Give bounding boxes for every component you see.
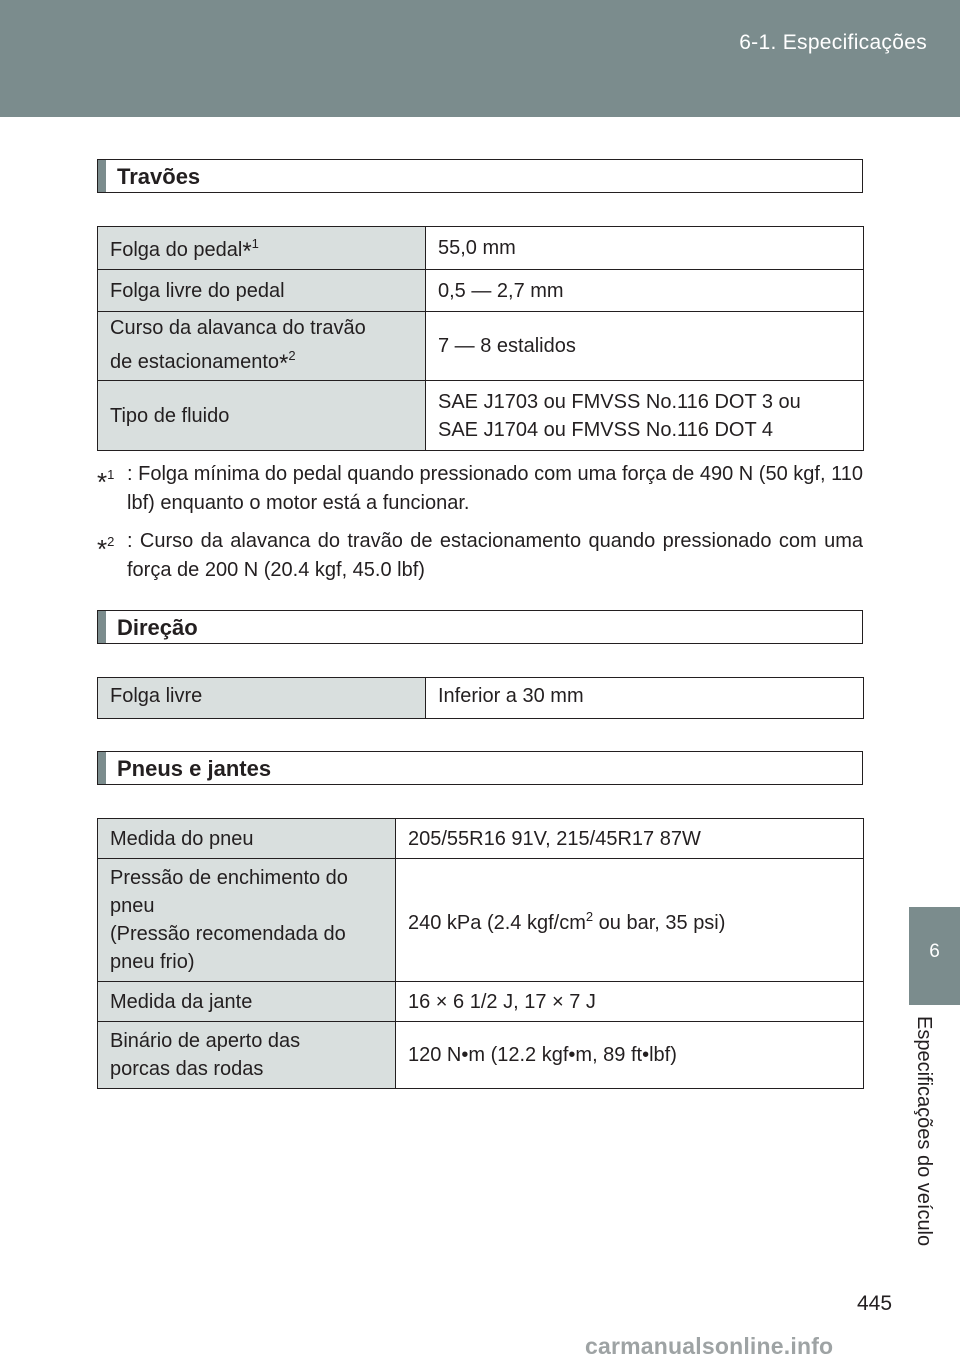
table-row [98,678,864,719]
spec-label: Tipo de fluido [98,381,426,451]
table-row [98,270,864,312]
section-title: Travões [117,164,201,189]
spec-label: Folga livre [98,678,426,719]
spec-value: 7 — 8 estalidos [426,312,864,381]
table-row [98,312,864,381]
footer-watermark: carmanualsonline.info [585,1333,834,1359]
spec-label: Folga livre do pedal [98,270,426,312]
spec-label: Medida do pneu [98,819,396,859]
section-title: Direção [117,615,198,640]
section-accent [98,611,106,643]
spec-label: Medida da jante [98,982,396,1022]
footnote-marker: *$^2$ [97,534,115,564]
footnote-text: : Folga mínima do pedal quando pressionado com uma força de 490 N (50 kgf, 110 lbf) enquanto o motor está a funcionar. [127,463,863,514]
section-title: Pneus e jantes [117,756,272,781]
spec-value: 240 kPa (2.4 kgf/$cm^2$ ou bar, 35 psi) [396,859,864,982]
chapter-title: 6-1. Especificações [739,31,927,54]
spec-value: 120 N•m (12.2 kgf•m, 89 ft•lbf) [396,1022,864,1089]
spec-value: 205/55R16 91V, 215/45R17 87W [396,819,864,859]
chapter-number: 6 [929,941,940,962]
table-row [98,859,864,982]
spec-value: Inferior a 30 mm [426,678,864,719]
table-row [98,982,864,1022]
spec-value: 0,5 — 2,7 mm [426,270,864,312]
footnote-marker: *$^1$ [97,467,115,497]
steering-table [97,677,864,719]
footnote-1 [97,460,863,518]
chapter-tab [909,907,960,1005]
section-header-steering [97,610,863,644]
table-row [98,381,864,451]
section-header-brakes [97,159,863,193]
table-row [98,1022,864,1089]
spec-label: Binário de aperto das porcas das rodas [98,1022,396,1089]
page-number: 445 [857,1292,893,1315]
spec-label: Folga do pedal*$^1$ [98,227,426,270]
spec-value: SAE J1703 ou FMVSS No.116 DOT 3 ou SAE J1704 ou FMVSS No.116 DOT 4 [426,381,864,451]
table-row [98,227,864,270]
brakes-table [97,226,864,451]
section-header-tires [97,751,863,785]
spec-label: Curso da alavanca do travão de estacionamento*$^2$ [98,312,426,381]
footnote-text: : Curso da alavanca do travão de estacionamento quando pressionado com uma força de 200 N (20.4 kgf, 45.0 lbf) [127,530,863,581]
section-accent [98,160,106,192]
footnote-2 [97,527,863,585]
chapter-header [0,0,960,117]
spec-value: 55,0 mm [426,227,864,270]
table-row [98,819,864,859]
spec-label: Pressão de enchimento do pneu (Pressão recomendada do pneu frio) [98,859,396,982]
chapter-side-label: Especificações do veículo [913,1016,935,1247]
spec-value: 16 × 6 1/2 J, 17 × 7 J [396,982,864,1022]
tires-table [97,818,864,1089]
section-accent [98,752,106,784]
